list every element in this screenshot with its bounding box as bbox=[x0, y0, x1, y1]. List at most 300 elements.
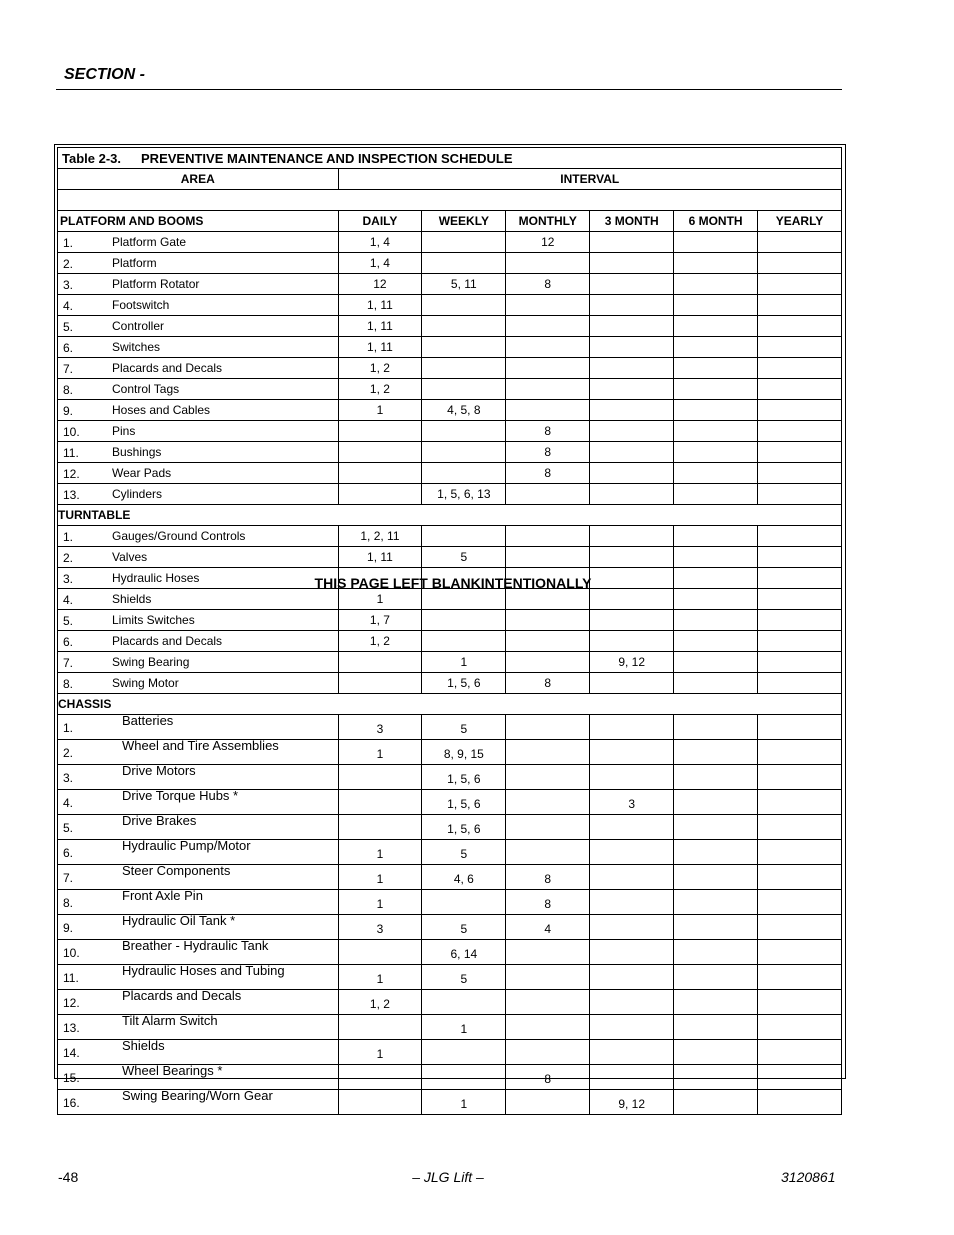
interval-cell bbox=[506, 358, 590, 379]
page-number: -48 bbox=[58, 1169, 79, 1185]
interval-cell: 1, 4 bbox=[338, 232, 422, 253]
interval-cell bbox=[590, 526, 674, 547]
item-label: Control Tags bbox=[112, 382, 180, 396]
interval-cell bbox=[674, 1090, 758, 1115]
table-row bbox=[58, 890, 842, 915]
table-row bbox=[58, 295, 842, 316]
item-cell bbox=[58, 1040, 339, 1065]
item-cell bbox=[58, 484, 339, 505]
item-label: Limits Switches bbox=[112, 613, 195, 627]
interval-cell: 1, 2 bbox=[338, 631, 422, 652]
interval-cell bbox=[590, 715, 674, 740]
interval-cell bbox=[422, 337, 506, 358]
table-title-row bbox=[58, 148, 842, 169]
interval-cell: 1, 5, 6, 13 bbox=[422, 484, 506, 505]
interval-cell: 5, 11 bbox=[422, 274, 506, 295]
interval-cell bbox=[422, 610, 506, 631]
item-cell bbox=[58, 1090, 339, 1115]
interval-cell bbox=[590, 890, 674, 915]
item-cell bbox=[58, 715, 339, 740]
item-number: 16. bbox=[63, 1096, 80, 1110]
interval-cell bbox=[758, 484, 842, 505]
maintenance-schedule-table bbox=[57, 147, 842, 1115]
interval-cell bbox=[758, 673, 842, 694]
interval-cell bbox=[674, 442, 758, 463]
item-label: Cylinders bbox=[112, 487, 163, 501]
item-number: 4. bbox=[63, 593, 74, 607]
interval-cell bbox=[506, 547, 590, 568]
item-label: Shields bbox=[122, 1038, 165, 1053]
item-number: 3. bbox=[63, 771, 74, 785]
table-row bbox=[58, 631, 842, 652]
item-cell bbox=[58, 232, 339, 253]
item-number: 4. bbox=[63, 299, 74, 313]
table-row bbox=[58, 442, 842, 463]
interval-cell bbox=[758, 253, 842, 274]
item-number: 8. bbox=[63, 896, 74, 910]
table-row bbox=[58, 379, 842, 400]
interval-cell bbox=[338, 484, 422, 505]
interval-cell bbox=[506, 1015, 590, 1040]
interval-cell bbox=[674, 379, 758, 400]
column-header: MONTHLY bbox=[506, 211, 590, 232]
area-interval-header-row bbox=[58, 169, 842, 190]
item-cell bbox=[58, 1015, 339, 1040]
interval-cell bbox=[338, 442, 422, 463]
interval-cell bbox=[590, 337, 674, 358]
interval-cell bbox=[758, 840, 842, 865]
item-label: Footswitch bbox=[112, 298, 170, 312]
table-row bbox=[58, 484, 842, 505]
item-number: 12. bbox=[63, 996, 80, 1010]
item-cell bbox=[58, 740, 339, 765]
interval-cell: 5 bbox=[422, 915, 506, 940]
item-number: 11. bbox=[63, 446, 79, 460]
interval-cell: 1 bbox=[338, 865, 422, 890]
item-number: 5. bbox=[63, 320, 74, 334]
table-row bbox=[58, 1090, 842, 1115]
item-cell bbox=[58, 379, 339, 400]
interval-cell bbox=[590, 295, 674, 316]
interval-cell: 9, 12 bbox=[590, 652, 674, 673]
header-rule bbox=[56, 89, 842, 90]
table-number: Table 2-3. bbox=[62, 150, 122, 166]
section-header-row bbox=[58, 505, 842, 526]
interval-cell bbox=[338, 815, 422, 840]
area-header: AREA bbox=[58, 169, 339, 190]
item-label: Batteries bbox=[122, 713, 174, 728]
interval-cell bbox=[506, 400, 590, 421]
interval-cell: 1, 11 bbox=[338, 547, 422, 568]
interval-cell: 1, 4 bbox=[338, 253, 422, 274]
section-header-row bbox=[58, 694, 842, 715]
item-cell bbox=[58, 589, 339, 610]
interval-cell bbox=[674, 1015, 758, 1040]
interval-cell bbox=[422, 232, 506, 253]
interval-cell bbox=[590, 274, 674, 295]
interval-cell: 5 bbox=[422, 965, 506, 990]
item-cell bbox=[58, 790, 339, 815]
column-header: YEARLY bbox=[758, 211, 842, 232]
interval-cell: 8 bbox=[506, 673, 590, 694]
table-title: PREVENTIVE MAINTENANCE AND INSPECTION SCHEDULE bbox=[141, 150, 513, 166]
column-header-row bbox=[58, 211, 842, 232]
table-row bbox=[58, 1015, 842, 1040]
item-cell bbox=[58, 316, 339, 337]
interval-cell: 3 bbox=[338, 915, 422, 940]
interval-cell bbox=[590, 253, 674, 274]
item-cell bbox=[58, 253, 339, 274]
interval-cell bbox=[674, 526, 758, 547]
item-number: 7. bbox=[63, 871, 74, 885]
item-cell bbox=[58, 890, 339, 915]
interval-cell bbox=[422, 1065, 506, 1090]
item-number: 14. bbox=[63, 1046, 80, 1060]
item-number: 13. bbox=[63, 1021, 80, 1035]
interval-cell bbox=[674, 232, 758, 253]
item-cell bbox=[58, 547, 339, 568]
interval-cell bbox=[758, 815, 842, 840]
item-label: Hydraulic Oil Tank * bbox=[122, 913, 236, 928]
table-row bbox=[58, 740, 842, 765]
interval-cell bbox=[674, 890, 758, 915]
interval-cell: 5 bbox=[422, 715, 506, 740]
interval-cell bbox=[758, 715, 842, 740]
item-label: Platform Rotator bbox=[112, 277, 200, 291]
interval-cell bbox=[674, 765, 758, 790]
item-number: 9. bbox=[63, 921, 74, 935]
item-number: 1. bbox=[63, 236, 74, 250]
item-number: 8. bbox=[63, 677, 74, 691]
item-cell bbox=[58, 274, 339, 295]
item-cell bbox=[58, 940, 339, 965]
table-row bbox=[58, 840, 842, 865]
interval-cell bbox=[422, 631, 506, 652]
column-header: DAILY bbox=[338, 211, 422, 232]
item-label: Placards and Decals bbox=[122, 988, 242, 1003]
item-label: Placards and Decals bbox=[112, 361, 223, 375]
interval-cell bbox=[674, 400, 758, 421]
interval-cell bbox=[590, 358, 674, 379]
item-cell bbox=[58, 526, 339, 547]
item-label: Front Axle Pin bbox=[122, 888, 203, 903]
interval-cell bbox=[506, 526, 590, 547]
interval-cell bbox=[758, 940, 842, 965]
interval-cell bbox=[422, 253, 506, 274]
interval-cell bbox=[674, 589, 758, 610]
interval-cell bbox=[758, 463, 842, 484]
interval-cell bbox=[758, 442, 842, 463]
interval-header: INTERVAL bbox=[338, 169, 842, 190]
table-row bbox=[58, 652, 842, 673]
interval-cell bbox=[590, 379, 674, 400]
column-header: WEEKLY bbox=[422, 211, 506, 232]
interval-cell bbox=[338, 421, 422, 442]
interval-cell bbox=[422, 379, 506, 400]
interval-cell bbox=[674, 915, 758, 940]
interval-cell bbox=[422, 526, 506, 547]
interval-cell: 1 bbox=[338, 589, 422, 610]
interval-cell: 3 bbox=[590, 790, 674, 815]
item-number: 3. bbox=[63, 572, 74, 586]
interval-cell: 12 bbox=[338, 274, 422, 295]
interval-cell: 1, 2 bbox=[338, 379, 422, 400]
interval-cell: 1, 7 bbox=[338, 610, 422, 631]
interval-cell: 8 bbox=[506, 274, 590, 295]
interval-cell: 1 bbox=[338, 965, 422, 990]
interval-cell bbox=[338, 1065, 422, 1090]
interval-cell bbox=[338, 765, 422, 790]
interval-cell bbox=[590, 915, 674, 940]
item-cell bbox=[58, 421, 339, 442]
interval-cell bbox=[674, 840, 758, 865]
interval-cell bbox=[338, 1015, 422, 1040]
table-row bbox=[58, 337, 842, 358]
interval-cell bbox=[506, 631, 590, 652]
interval-cell bbox=[506, 589, 590, 610]
interval-cell bbox=[590, 1040, 674, 1065]
item-cell bbox=[58, 610, 339, 631]
item-label: Swing Bearing/Worn Gear bbox=[122, 1088, 273, 1103]
interval-cell bbox=[674, 865, 758, 890]
interval-cell: 1 bbox=[338, 400, 422, 421]
item-label: Bushings bbox=[112, 445, 162, 459]
item-number: 13. bbox=[63, 488, 80, 502]
interval-cell bbox=[758, 890, 842, 915]
item-number: 7. bbox=[63, 362, 74, 376]
interval-cell bbox=[590, 1015, 674, 1040]
interval-cell bbox=[758, 865, 842, 890]
interval-cell: 8 bbox=[506, 890, 590, 915]
interval-cell: 9, 12 bbox=[590, 1090, 674, 1115]
interval-cell bbox=[674, 673, 758, 694]
interval-cell bbox=[590, 463, 674, 484]
item-label: Pins bbox=[112, 424, 136, 438]
interval-cell bbox=[506, 610, 590, 631]
interval-cell bbox=[590, 484, 674, 505]
item-cell bbox=[58, 463, 339, 484]
interval-cell bbox=[758, 316, 842, 337]
interval-cell bbox=[506, 1090, 590, 1115]
interval-cell: 5 bbox=[422, 547, 506, 568]
interval-cell bbox=[422, 1040, 506, 1065]
item-label: Swing Bearing bbox=[112, 655, 190, 669]
item-number: 6. bbox=[63, 846, 74, 860]
item-cell bbox=[58, 652, 339, 673]
interval-cell bbox=[506, 484, 590, 505]
item-cell bbox=[58, 840, 339, 865]
interval-cell bbox=[422, 589, 506, 610]
item-cell bbox=[58, 1065, 339, 1090]
column-header: 6 MONTH bbox=[674, 211, 758, 232]
interval-cell bbox=[422, 421, 506, 442]
item-cell bbox=[58, 915, 339, 940]
interval-cell bbox=[758, 295, 842, 316]
item-number: 5. bbox=[63, 614, 74, 628]
interval-cell bbox=[506, 253, 590, 274]
item-number: 8. bbox=[63, 383, 74, 397]
interval-cell bbox=[338, 940, 422, 965]
interval-cell bbox=[590, 610, 674, 631]
interval-cell bbox=[758, 337, 842, 358]
interval-cell bbox=[758, 1090, 842, 1115]
document-number: 3120861 bbox=[781, 1169, 836, 1185]
interval-cell bbox=[422, 463, 506, 484]
interval-cell bbox=[506, 652, 590, 673]
item-cell bbox=[58, 965, 339, 990]
item-label: Breather - Hydraulic Tank bbox=[122, 938, 269, 953]
interval-cell bbox=[422, 442, 506, 463]
item-label: Steer Components bbox=[122, 863, 231, 878]
item-cell bbox=[58, 673, 339, 694]
interval-cell: 1, 11 bbox=[338, 295, 422, 316]
table-row bbox=[58, 815, 842, 840]
interval-cell bbox=[758, 421, 842, 442]
interval-cell: 1 bbox=[338, 740, 422, 765]
interval-cell bbox=[674, 610, 758, 631]
item-cell bbox=[58, 990, 339, 1015]
interval-cell bbox=[590, 631, 674, 652]
interval-cell bbox=[506, 1040, 590, 1065]
item-number: 6. bbox=[63, 341, 74, 355]
item-label: Tilt Alarm Switch bbox=[122, 1013, 218, 1028]
interval-cell bbox=[590, 400, 674, 421]
interval-cell bbox=[506, 379, 590, 400]
interval-cell: 1 bbox=[422, 1090, 506, 1115]
table-row bbox=[58, 990, 842, 1015]
interval-cell bbox=[674, 358, 758, 379]
interval-cell bbox=[590, 589, 674, 610]
item-label: Hydraulic Pump/Motor bbox=[122, 838, 251, 853]
item-label: Platform bbox=[112, 256, 157, 270]
interval-cell bbox=[338, 463, 422, 484]
item-number: 10. bbox=[63, 425, 80, 439]
table-row bbox=[58, 274, 842, 295]
interval-cell bbox=[590, 673, 674, 694]
item-label: Wheel Bearings * bbox=[122, 1063, 223, 1078]
interval-cell bbox=[506, 990, 590, 1015]
interval-cell: 1 bbox=[422, 1015, 506, 1040]
table-row bbox=[58, 232, 842, 253]
item-number: 12. bbox=[63, 467, 80, 481]
table-row bbox=[58, 965, 842, 990]
interval-cell bbox=[590, 1065, 674, 1090]
header-gap bbox=[58, 190, 842, 211]
interval-cell bbox=[590, 547, 674, 568]
table-row bbox=[58, 400, 842, 421]
interval-cell bbox=[758, 358, 842, 379]
blank-page-notice: THIS PAGE LEFT BLANKINTENTIONALLY bbox=[314, 575, 592, 591]
item-label: Controller bbox=[112, 319, 165, 333]
item-cell bbox=[58, 295, 339, 316]
interval-cell bbox=[758, 1040, 842, 1065]
interval-cell bbox=[674, 652, 758, 673]
item-cell bbox=[58, 400, 339, 421]
item-number: 3. bbox=[63, 278, 74, 292]
table-row bbox=[58, 463, 842, 484]
interval-cell bbox=[758, 631, 842, 652]
interval-cell bbox=[590, 442, 674, 463]
interval-cell bbox=[590, 940, 674, 965]
table-row bbox=[58, 790, 842, 815]
item-label: Valves bbox=[112, 550, 148, 564]
interval-cell bbox=[590, 965, 674, 990]
item-label: Gauges/Ground Controls bbox=[112, 529, 246, 543]
interval-cell: 4, 5, 8 bbox=[422, 400, 506, 421]
interval-cell bbox=[674, 740, 758, 765]
interval-cell bbox=[590, 865, 674, 890]
interval-cell: 1, 2, 11 bbox=[338, 526, 422, 547]
interval-cell: 1, 11 bbox=[338, 337, 422, 358]
interval-cell bbox=[422, 295, 506, 316]
interval-cell: 3 bbox=[338, 715, 422, 740]
interval-cell bbox=[758, 232, 842, 253]
table-row bbox=[58, 715, 842, 740]
interval-cell: 4, 6 bbox=[422, 865, 506, 890]
interval-cell bbox=[674, 484, 758, 505]
table-row bbox=[58, 610, 842, 631]
table-row bbox=[58, 316, 842, 337]
interval-cell bbox=[758, 610, 842, 631]
item-number: 2. bbox=[63, 257, 74, 271]
interval-cell: 1 bbox=[422, 652, 506, 673]
interval-cell bbox=[674, 274, 758, 295]
item-label: Hydraulic Hoses bbox=[112, 571, 200, 585]
item-number: 1. bbox=[63, 721, 74, 735]
table-row bbox=[58, 547, 842, 568]
interval-cell bbox=[674, 337, 758, 358]
column-header: 3 MONTH bbox=[590, 211, 674, 232]
item-number: 9. bbox=[63, 404, 74, 418]
interval-cell bbox=[674, 253, 758, 274]
interval-cell: 1 bbox=[338, 1040, 422, 1065]
interval-cell bbox=[674, 1065, 758, 1090]
table-row bbox=[58, 589, 842, 610]
table-row bbox=[58, 940, 842, 965]
interval-cell bbox=[674, 421, 758, 442]
interval-cell bbox=[674, 815, 758, 840]
interval-cell bbox=[758, 965, 842, 990]
interval-cell bbox=[674, 631, 758, 652]
item-cell bbox=[58, 631, 339, 652]
interval-cell: 8 bbox=[506, 421, 590, 442]
interval-cell bbox=[590, 316, 674, 337]
section-name: TURNTABLE bbox=[58, 505, 842, 526]
interval-cell bbox=[590, 815, 674, 840]
table-row bbox=[58, 915, 842, 940]
interval-cell bbox=[506, 316, 590, 337]
table-row bbox=[58, 421, 842, 442]
item-cell bbox=[58, 865, 339, 890]
item-label: Platform Gate bbox=[112, 235, 187, 249]
interval-cell bbox=[506, 740, 590, 765]
interval-cell bbox=[674, 295, 758, 316]
item-number: 4. bbox=[63, 796, 74, 810]
interval-cell bbox=[758, 547, 842, 568]
table-row bbox=[58, 673, 842, 694]
interval-cell bbox=[758, 589, 842, 610]
interval-cell: 1, 5, 6 bbox=[422, 815, 506, 840]
interval-cell: 1 bbox=[338, 840, 422, 865]
interval-cell bbox=[590, 840, 674, 865]
interval-cell bbox=[590, 232, 674, 253]
item-label: Drive Brakes bbox=[122, 813, 197, 828]
interval-cell bbox=[422, 358, 506, 379]
interval-cell bbox=[338, 652, 422, 673]
item-label: Wheel and Tire Assemblies bbox=[122, 738, 279, 753]
interval-cell bbox=[758, 765, 842, 790]
item-number: 15. bbox=[63, 1071, 80, 1085]
